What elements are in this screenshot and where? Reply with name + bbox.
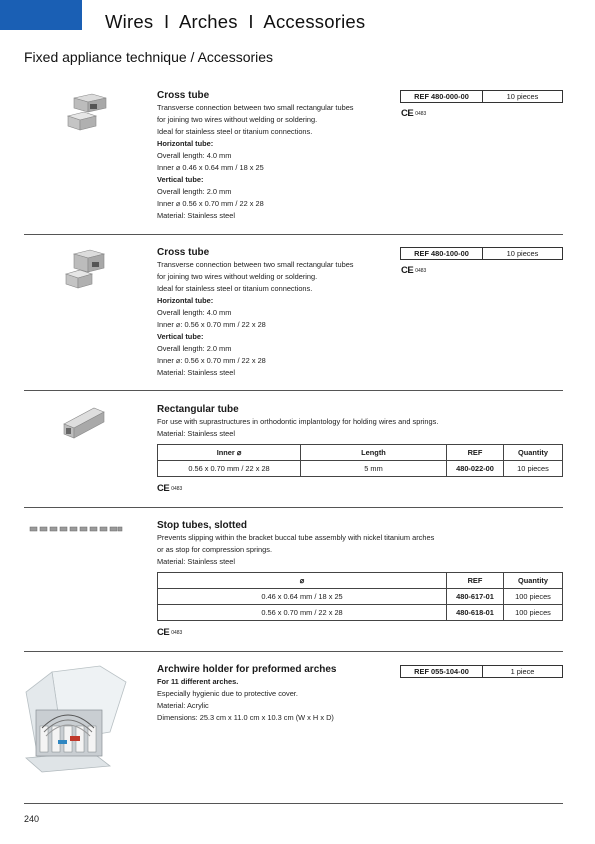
desc-line: Horizontal tube: — [157, 139, 214, 148]
desc-line: Material: Stainless steel — [157, 557, 236, 566]
product-title: Archwire holder for preformed arches — [157, 664, 337, 675]
ref-box — [400, 665, 563, 678]
ref-box — [400, 247, 563, 260]
ref-number: REF 480-000-00 — [401, 91, 483, 102]
table-cell: 0.56 x 0.70 mm / 22 x 28 — [158, 605, 447, 621]
desc-line: for joining two wires without welding or soldering. — [157, 115, 318, 124]
desc-line: Overall length: 4.0 mm — [157, 308, 232, 317]
ce-mark-icon — [401, 108, 426, 119]
cross-tube-image — [64, 248, 110, 290]
divider — [24, 803, 563, 804]
divider — [24, 390, 563, 391]
divider — [24, 234, 563, 235]
desc-line: Overall length: 4.0 mm — [157, 151, 232, 160]
desc-line: Vertical tube: — [157, 175, 204, 184]
table-cell: 0.46 x 0.64 mm / 18 x 25 — [158, 589, 447, 605]
product-description — [157, 259, 354, 379]
desc-line: For 11 different arches. — [157, 677, 239, 686]
page-number: 240 — [24, 814, 40, 824]
spec-table — [157, 572, 563, 621]
product-description — [157, 416, 438, 440]
desc-line: or as stop for compression springs. — [157, 545, 273, 554]
desc-line: Especially hygienic due to protective cover. — [157, 689, 298, 698]
ce-number: 0483 — [171, 486, 183, 492]
table-cell: 100 pieces — [504, 589, 563, 605]
desc-line: Inner ⌀ 0.56 x 0.70 mm / 22 x 28 — [157, 199, 264, 208]
quantity: 10 pieces — [506, 92, 539, 101]
desc-line: Inner ⌀: 0.56 x 0.70 mm / 22 x 28 — [157, 320, 266, 329]
desc-line: Overall length: 2.0 mm — [157, 344, 232, 353]
desc-line: Vertical tube: — [157, 332, 204, 341]
desc-line: Material: Stainless steel — [157, 368, 236, 377]
desc-line: Material: Stainless steel — [157, 211, 236, 220]
product-description — [157, 676, 334, 724]
product-title: Cross tube — [157, 90, 210, 101]
ref-box — [400, 90, 563, 103]
table-cell: 480-618-01 — [447, 605, 504, 621]
desc-line: Prevents slipping within the bracket buccal tube assembly with nickel titanium arches — [157, 533, 435, 542]
ce-number: 0483 — [415, 268, 427, 274]
table-header-row — [158, 445, 563, 461]
divider — [24, 651, 563, 652]
ref-number: REF 480-100-00 — [401, 248, 483, 259]
table-header: ⌀ — [158, 573, 447, 589]
table-cell: 0.56 x 0.70 mm / 22 x 28 — [158, 461, 301, 477]
desc-line: Transverse connection between two small rectangular tubes — [157, 260, 354, 269]
desc-line: Inner ⌀: 0.56 x 0.70 mm / 22 x 28 — [157, 356, 266, 365]
quantity: 10 pieces — [506, 249, 539, 258]
section-title: Fixed appliance technique / Accessories — [24, 49, 274, 65]
archwire-holder-image — [22, 662, 134, 774]
desc-line: Overall length: 2.0 mm — [157, 187, 232, 196]
ref-number: REF 055-104-00 — [401, 666, 483, 677]
table-header: Inner ⌀ — [158, 445, 301, 461]
ce-symbol: CE — [401, 265, 414, 276]
ce-mark-icon — [157, 483, 182, 494]
desc-line: Material: Stainless steel — [157, 429, 236, 438]
ce-symbol: CE — [157, 627, 170, 638]
product-title: Stop tubes, slotted — [157, 520, 247, 531]
ce-mark-icon — [401, 265, 426, 276]
desc-line: For use with suprastructures in orthodontic implantology for holding wires and springs. — [157, 417, 439, 426]
desc-line: for joining two wires without welding or soldering. — [157, 272, 318, 281]
quantity: 1 piece — [510, 667, 535, 676]
desc-line: Horizontal tube: — [157, 296, 214, 305]
table-cell: 480-617-01 — [447, 589, 504, 605]
table-header: Quantity — [504, 573, 563, 589]
header-title: Wires I Arches I Accessories — [105, 11, 366, 32]
desc-line: Transverse connection between two small rectangular tubes — [157, 103, 354, 112]
desc-line: Dimensions: 25.3 cm x 11.0 cm x 10.3 cm (W x H x D) — [157, 713, 334, 722]
table-cell: 100 pieces — [504, 605, 563, 621]
table-row — [158, 589, 563, 605]
table-header: Length — [301, 445, 447, 461]
table-row — [158, 461, 563, 477]
ce-mark-icon — [157, 627, 182, 638]
spec-table — [157, 444, 563, 477]
ce-number: 0483 — [171, 630, 183, 636]
desc-line: Ideal for stainless steel or titanium connections. — [157, 284, 313, 293]
desc-line: Material: Acrylic — [157, 701, 209, 710]
rectangular-tube-image — [60, 404, 108, 442]
product-description — [157, 102, 354, 222]
table-header: REF — [447, 573, 504, 589]
header-color-tab — [0, 0, 82, 30]
table-header: Quantity — [504, 445, 563, 461]
product-title: Rectangular tube — [157, 404, 239, 415]
product-description — [157, 532, 434, 568]
table-header: REF — [447, 445, 504, 461]
table-header-row — [158, 573, 563, 589]
ce-symbol: CE — [157, 483, 170, 494]
table-row — [158, 605, 563, 621]
table-cell: 5 mm — [301, 461, 447, 477]
divider — [24, 507, 563, 508]
desc-line: Ideal for stainless steel or titanium connections. — [157, 127, 313, 136]
desc-line: Inner ⌀ 0.46 x 0.64 mm / 18 x 25 — [157, 163, 264, 172]
table-cell: 480-022-00 — [447, 461, 504, 477]
table-cell: 10 pieces — [504, 461, 563, 477]
stop-tubes-image — [28, 524, 124, 534]
product-title: Cross tube — [157, 247, 210, 258]
ce-number: 0483 — [415, 111, 427, 117]
cross-tube-image — [66, 90, 112, 132]
ce-symbol: CE — [401, 108, 414, 119]
